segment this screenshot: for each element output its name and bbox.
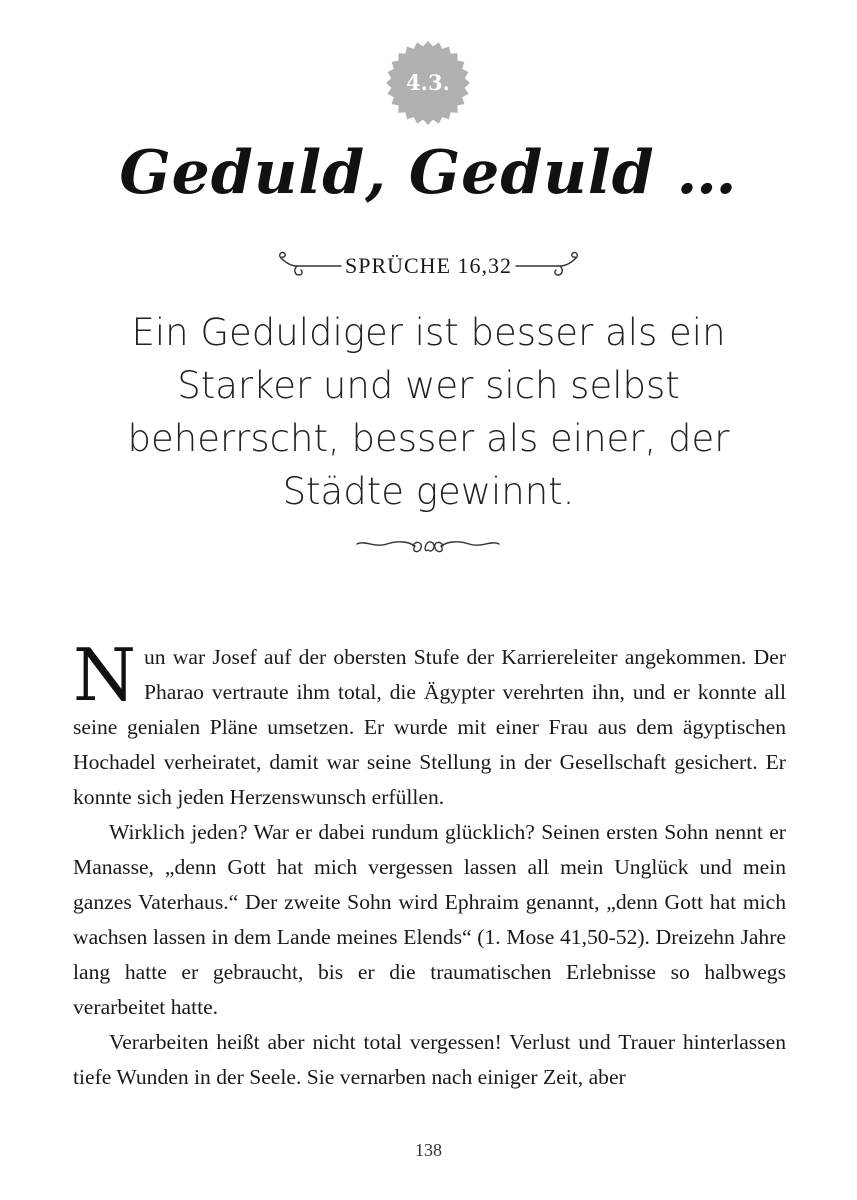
paragraph-2: Wirklich jeden? War er dabei rundum glücklich? Seinen ersten Sohn nennt er Manasse, „denn Gott hat mich vergessen lassen all mein Unglück und mein ganzes Vaterhaus.“ Der zweite Sohn wird Ephraim genannt, „denn Gott hat mich wachsen lassen in dem Lande meines Elends“ (1. Mose 41,50-52). Dreizehn Jahre lang hatte er gebraucht, bis er die traumatischen Erlebnisse so halbwegs verarbeitet hatte. xyxy=(73,820,786,1019)
reference-row xyxy=(0,248,857,284)
chapter-number: 4.3. xyxy=(406,70,450,95)
paragraph-1-text: un war Josef auf der obersten Stufe der Karriereleiter angekommen. Der Pharao vertraute ihm total, die Ägypter verehrten ihn, und er konnte all seine genialen Pläne umsetzen. Er wurde mit einer Frau aus dem ägyptischen Hochadel verheiratet, damit war seine Stellung in der Gesellschaft gesichert. Er konnte sich jeden Herzenswunsch erfüllen. xyxy=(73,645,786,809)
chapter-title: Geduld, Geduld … xyxy=(119,138,738,208)
body-text xyxy=(73,633,786,1095)
chapter-badge xyxy=(385,40,471,126)
paragraph-1 xyxy=(73,633,786,815)
scripture-reference: SPRÜCHE 16,32 xyxy=(344,253,513,278)
paragraph-3: Verarbeiten heißt aber nicht total vergessen! Verlust und Trauer hinterlassen tiefe Wunden in der Seele. Sie vernarben nach einiger Zeit, aber xyxy=(73,1030,786,1089)
ornament-divider-icon xyxy=(353,530,503,558)
bible-verse: Ein Geduldiger ist besser als ein Starker und wer sich selbst beherrscht, besser als einer, der Städte gewinnt. xyxy=(127,311,730,513)
page-number: 138 xyxy=(415,1140,442,1160)
drop-cap: N xyxy=(73,633,136,717)
right-flourish-icon xyxy=(514,248,584,284)
